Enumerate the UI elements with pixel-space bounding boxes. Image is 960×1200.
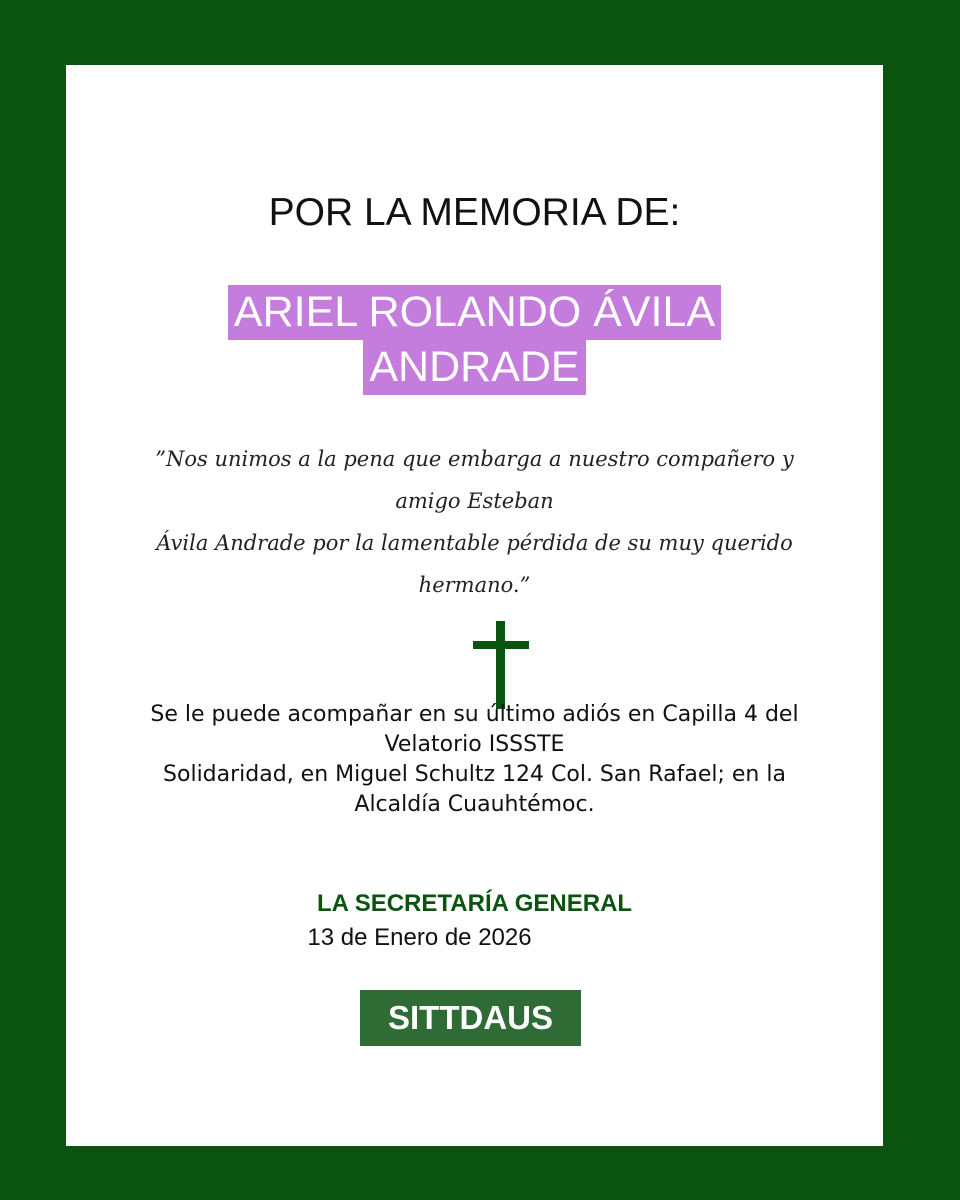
service-details [106, 700, 843, 820]
notice-card [66, 65, 883, 1146]
details-line-1: Se le puede acompañar en su último adiós en Capilla 4 del [150, 702, 799, 727]
condolence-quote [126, 438, 823, 606]
signature-title: LA SECRETARÍA GENERAL [316, 890, 633, 917]
notice-heading: POR LA MEMORIA DE: [268, 191, 681, 234]
cross-icon [473, 621, 529, 711]
deceased-name-line-1: ARIEL ROLANDO ÁVILA [228, 285, 721, 340]
details-line-2: Velatorio ISSSTE [384, 732, 565, 757]
quote-line-1: ”Nos unimos a la pena que embarga a nuestro compañero y amigo Esteban [155, 447, 794, 513]
details-line-3: Solidaridad, en Miguel Schultz 124 Col. San Rafael; en la [163, 762, 786, 787]
quote-line-2: Ávila Andrade por la lamentable pérdida de su muy querido hermano.” [156, 531, 793, 597]
details-line-4: Alcaldía Cuauhtémoc. [354, 792, 595, 817]
deceased-name [66, 285, 883, 395]
deceased-name-line-2: ANDRADE [363, 340, 585, 395]
organization-logo: SITTDAUS [360, 990, 581, 1046]
notice-date: 13 de Enero de 2026 [307, 924, 532, 951]
